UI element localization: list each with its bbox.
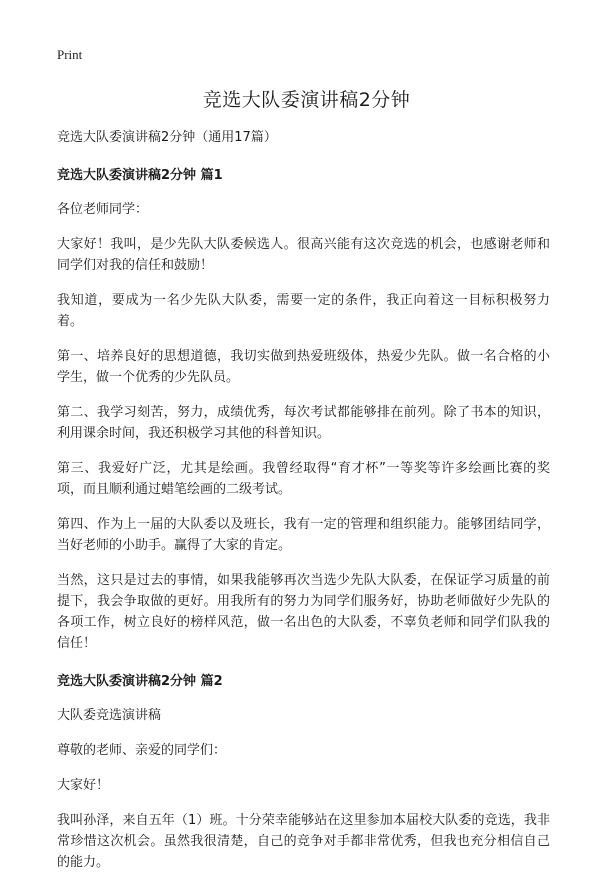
- paragraph: 尊敬的老师、亲爱的同学们：: [57, 743, 227, 758]
- section-heading: 竞选大队委演讲稿2分钟 篇1: [57, 168, 223, 183]
- print-link[interactable]: Print: [57, 47, 83, 62]
- paragraph: 第四、作为上一届的大队委以及班长，我有一定的管理和组织能力。能够团结同学，当好老师的小助手。赢得了大家的肯定。: [57, 517, 550, 553]
- paragraph: 我叫孙泽，来自五年（1）班。十分荣幸能够站在这里参加本届校大队委的竞选，我非常珍惜这次机会。虽然我很清楚，自己的竞争对手都非常优秀，但我也充分相信自己的能力。: [57, 813, 550, 870]
- paragraph: 当然，这只是过去的事情，如果我能够再次当选少先队大队委，在保证学习质量的前提下，我会争取做的更好。用我所有的努力为同学们服务好，协助老师做好少先队的各项工作，树立良好的榜样风范，做一名出色的大队委，不辜负老师和同学们队我的信任！: [57, 573, 550, 651]
- paragraph: 我知道，要成为一名少先队大队委，需要一定的条件，我正向着这一目标积极努力着。: [57, 293, 550, 329]
- paragraph: 第三、我爱好广泛，尤其是绘画。我曾经取得“育才杯”一等奖等许多绘画比赛的奖项，而且顺利通过蜡笔绘画的二级考试。: [57, 461, 550, 497]
- document-subtitle: 竞选大队委演讲稿2分钟（通用17篇）: [57, 130, 277, 145]
- page-title: 竞选大队委演讲稿2分钟: [202, 89, 411, 111]
- paragraph: 各位老师同学：: [57, 202, 149, 217]
- paragraph: 大队委竞选演讲稿: [57, 708, 162, 723]
- paragraph: 大家好！: [57, 778, 110, 793]
- paragraph: 第二、我学习刻苦，努力，成绩优秀，每次考试都能够排在前列。除了书本的知识，利用课余时间，我还积极学习其他的科普知识。: [57, 405, 550, 441]
- section-heading: 竞选大队委演讲稿2分钟 篇2: [57, 674, 223, 689]
- paragraph: 大家好！我叫，是少先队大队委候选人。很高兴能有这次竞选的机会，也感谢老师和同学们对我的信任和鼓励！: [57, 237, 550, 273]
- paragraph: 第一、培养良好的思想道德，我切实做到热爱班级体，热爱少先队。做一名合格的小学生，做一个优秀的少先队员。: [57, 349, 550, 385]
